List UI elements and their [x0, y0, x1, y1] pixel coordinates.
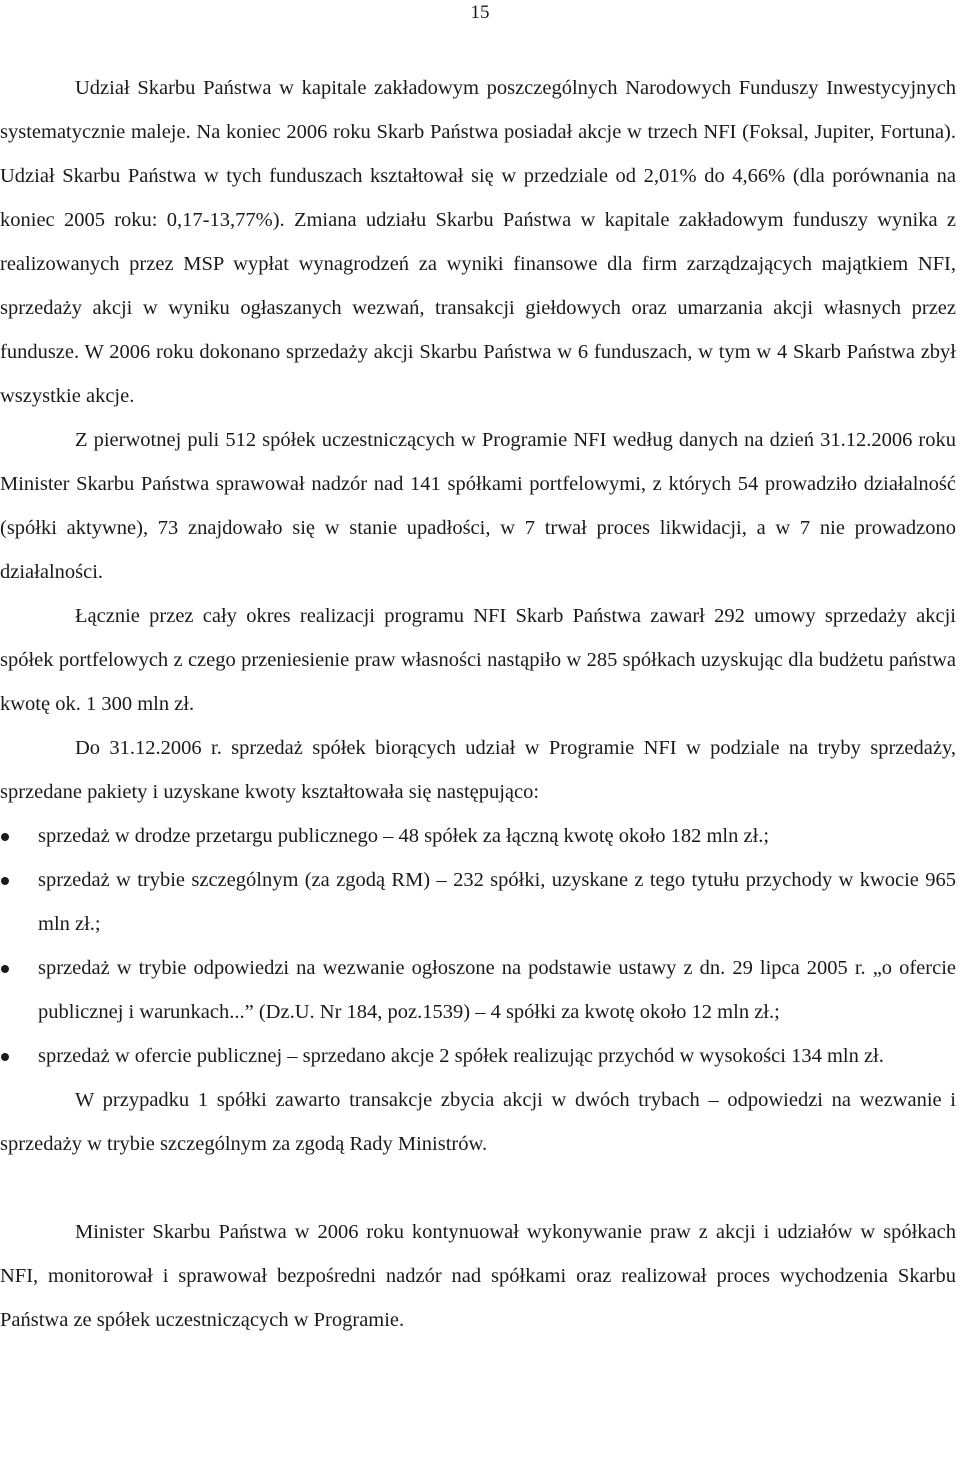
paragraph-portfolio-companies: Z pierwotnej puli 512 spółek uczestniczących w Programie NFI według danych na dzień 31.12.2006 roku Minister Skarbu Państwa sprawował nadzór nad 141 spółkami portfelowymi, z których 54 prowadziło działalność (spółki aktywne), 73 znajdowało się w stanie upadłości, w 7 trwał proces likwidacji, a w 7 nie prowadzono działalności.: [0, 429, 956, 583]
list-item-text: sprzedaż w trybie odpowiedzi na wezwanie ogłoszone na podstawie ustawy z dn. 29 lipca 2005 r. „o ofercie publicznej i warunkach...” (Dz.U. Nr 184, poz.1539) – 4 spółki za kwotę około 12 mln zł.;: [38, 957, 956, 1023]
document-body: [0, 66, 956, 1342]
list-item: [0, 946, 956, 1034]
paragraph-dual-mode: W przypadku 1 spółki zawarto transakcje zbycia akcji w dwóch trybach – odpowiedzi na wezwanie i sprzedaży w trybie szczególnym za zgodą Rady Ministrów.: [0, 1089, 956, 1155]
list-item-text: sprzedaż w drodze przetargu publicznego – 48 spółek za łączną kwotę około 182 mln zł.;: [38, 825, 770, 847]
paragraph-sales-contracts: Łącznie przez cały okres realizacji programu NFI Skarb Państwa zawarł 292 umowy sprzedaży akcji spółek portfelowych z czego przeniesienie praw własności nastąpiło w 285 spółkach uzyskując dla budżetu państwa kwotę ok. 1 300 mln zł.: [0, 605, 956, 715]
paragraph-minister-supervision: Minister Skarbu Państwa w 2006 roku kontynuował wykonywanie praw z akcji i udziałów w spółkach NFI, monitorował i sprawował bezpośredni nadzór nad spółkami oraz realizował proces wychodzenia Skarbu Państwa ze spółek uczestniczących w Programie.: [0, 1221, 956, 1331]
paragraph-skarb-share: Udział Skarbu Państwa w kapitale zakładowym poszczególnych Narodowych Funduszy Inwestycyjnych systematycznie maleje. Na koniec 2006 roku Skarb Państwa posiadał akcje w trzech NFI (Foksal, Jupiter, Fortuna). Udział Skarbu Państwa w tych funduszach kształtował się w przedziale od 2,01% do 4,66% (dla porównania na koniec 2005 roku: 0,17-13,77%). Zmiana udziału Skarbu Państwa w kapitale zakładowym funduszy wynika z realizowanych przez MSP wypłat wynagrodzeń za wyniki finansowe dla firm zarządzających majątkiem NFI, sprzedaży akcji w wyniku ogłaszanych wezwań, transakcji giełdowych oraz umarzania akcji własnych przez fundusze. W 2006 roku dokonano sprzedaży akcji Skarbu Państwa w 6 funduszach, w tym w 4 Skarb Państwa zbył wszystkie akcje.: [0, 77, 956, 407]
bullet-icon: [1, 1053, 9, 1061]
list-item: [0, 858, 956, 946]
sales-modes-list: [0, 814, 956, 1078]
list-item-text: sprzedaż w ofercie publicznej – sprzedano akcje 2 spółek realizując przychód w wysokości 134 mln zł.: [38, 1045, 884, 1067]
bullet-icon: [1, 833, 9, 841]
page-number: 15: [470, 2, 490, 23]
paragraph-gap: [0, 1166, 956, 1210]
list-item-text: sprzedaż w trybie szczególnym (za zgodą RM) – 232 spółki, uzyskane z tego tytułu przychody w kwocie 965 mln zł.;: [38, 869, 956, 935]
bullet-icon: [1, 877, 9, 885]
list-item: [0, 1034, 956, 1078]
bullet-icon: [1, 965, 9, 973]
list-item: [0, 814, 956, 858]
paragraph-sales-modes-intro: Do 31.12.2006 r. sprzedaż spółek biorących udział w Programie NFI w podziale na tryby sprzedaży, sprzedane pakiety i uzyskane kwoty kształtowała się następująco:: [0, 737, 956, 803]
